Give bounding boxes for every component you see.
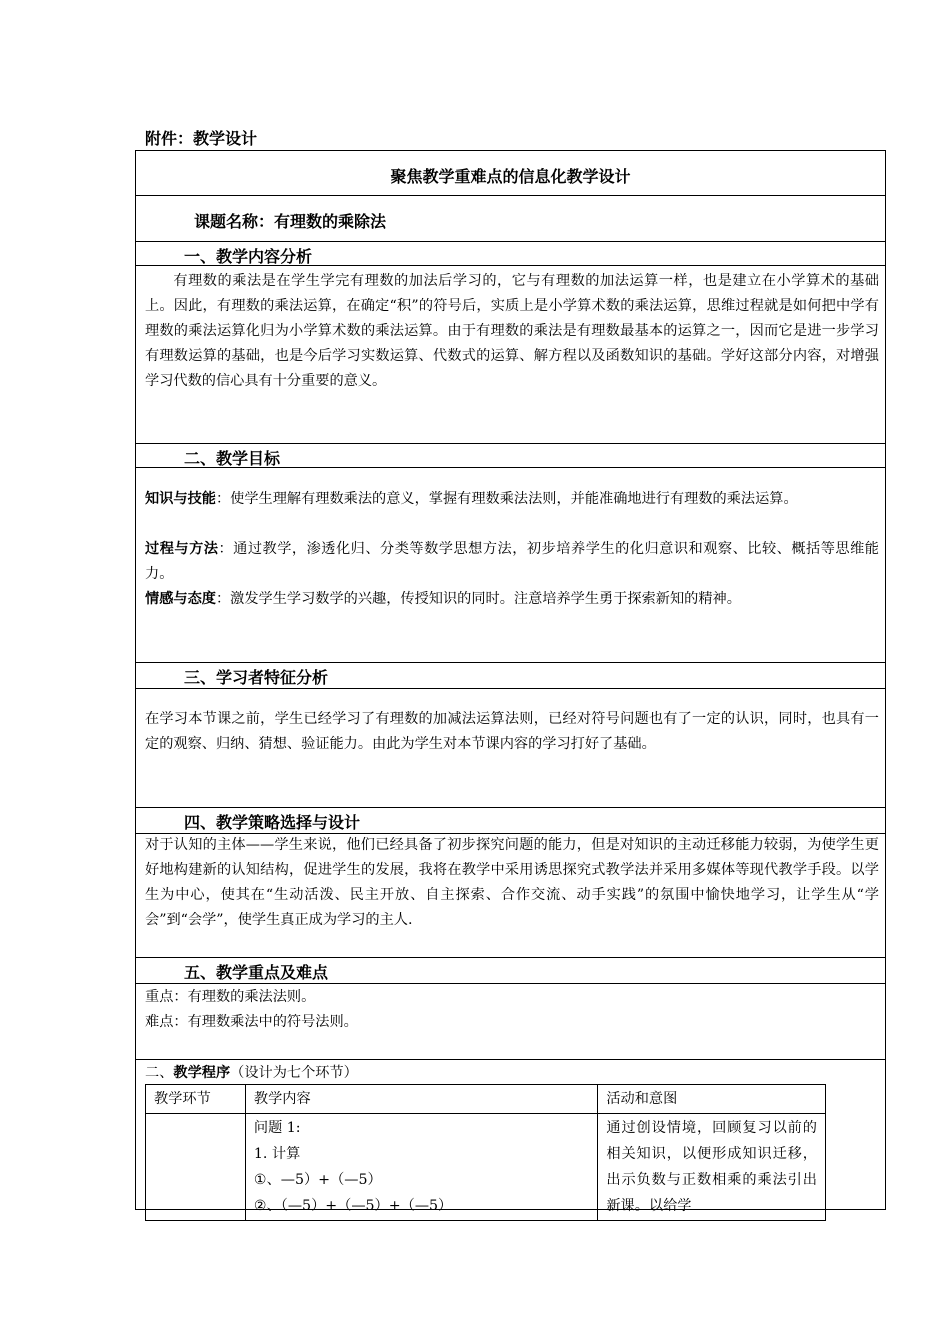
objective-label: 知识与技能 — [145, 491, 216, 507]
section-heading-objectives: 二、教学目标 — [184, 449, 281, 468]
content-analysis-text: 有理数的乘法是在学生学完有理数的加法后学习的，它与有理数的加法运算一样，也是建立在小学算术的基础上。因此，有理数的乘法运算，在确定“积”的符号后，实质上是小学算术数的乘法运算，思维过程就是如何把中学有理数的乘法运算化归为小学算术数的乘法运算。由于有理数的乘法是有理数最基本的运算之一，因而它是进一步学习有理数运算的基础，也是今后学习实数运算、代数式的运算、解方程以及函数知识的基础。学好这部分内容，对增强学习代数的信心具有十分重要的意义。 — [145, 273, 879, 389]
content-line: 问题 1: — [253, 1120, 301, 1136]
column-header: 活动和意图 — [598, 1085, 826, 1114]
difficulty-text: 难点：有理数乘法中的符号法则。 — [145, 1014, 358, 1030]
content-line: ②、（—5）+（—5）+（—5） — [253, 1198, 453, 1214]
column-header: 教学内容 — [245, 1085, 597, 1114]
activity-cell: 通过创设情境，回顾复习以前的相关知识，以便形成知识迁移，出示负数与正数相乘的乘法引出新课。以给学 — [598, 1114, 826, 1221]
row-divider — [136, 688, 885, 689]
section-heading-content-analysis: 一、教学内容分析 — [184, 247, 313, 266]
column-header: 教学环节 — [146, 1085, 246, 1114]
objective-process — [145, 537, 879, 587]
content-line: ①、—5）+（—5） — [253, 1172, 382, 1188]
program-prefix: 二、 — [145, 1065, 174, 1081]
program-note: （设计为七个环节） — [230, 1065, 358, 1081]
content-cell — [245, 1114, 597, 1221]
program-title-text: 教学程序 — [173, 1065, 231, 1081]
objective-text: ：使学生理解有理数乘法的意义，掌握有理数乘法法则，并能准确地进行有理数的乘法运算。 — [215, 491, 798, 507]
row-divider — [136, 662, 885, 663]
section-heading-key-points: 五、教学重点及难点 — [184, 963, 329, 982]
row-divider — [136, 957, 885, 958]
objective-attitude — [145, 587, 879, 612]
stage-cell — [146, 1114, 246, 1221]
strategy-text: 对于认知的主体——学生来说，他们已经具备了初步探究问题的能力，但是对知识的主动迁移能力较弱，为使学生更好地构建新的认知结构，促进学生的发展，我将在教学中采用诱思探究式教学法并采用多媒体等现代教学手段。以学生为中心，使其在“生动活泼、民主开放、自主探索、合作交流、动手实践”的氛围中愉快地学习，让学生从“学会”到“会学”，使学生真正成为学习的主人. — [145, 837, 879, 928]
program-title — [145, 1062, 358, 1082]
objective-label: 情感与态度 — [145, 591, 216, 607]
objective-label: 过程与方法 — [145, 541, 219, 557]
row-divider — [136, 807, 885, 808]
content-line: 1. 计算 — [253, 1146, 301, 1162]
program-table — [145, 1084, 826, 1221]
row-divider — [136, 195, 885, 196]
objective-text: ：激发学生学习数学的兴趣，传授知识的同时。注意培养学生勇于探索新知的精神。 — [215, 591, 741, 607]
doc-title: 聚焦教学重难点的信息化教学设计 — [390, 167, 631, 186]
section-heading-strategy: 四、教学策略选择与设计 — [184, 813, 361, 832]
row-divider — [136, 241, 885, 242]
row-divider — [136, 443, 885, 444]
objective-knowledge — [145, 487, 879, 512]
key-point-text: 重点：有理数的乘法法则。 — [145, 989, 316, 1005]
topic-title: 课题名称：有理数的乘除法 — [194, 212, 387, 231]
table-row — [146, 1114, 826, 1221]
section-heading-learner-analysis: 三、学习者特征分析 — [184, 668, 329, 687]
objective-text: ：通过教学，渗透化归、分类等数学思想方法，初步培养学生的化归意识和观察、比较、概括等思维能力。 — [145, 541, 879, 582]
attachment-label: 附件：教学设计 — [145, 129, 258, 148]
learner-analysis-text: 在学习本节课之前，学生已经学习了有理数的加减法运算法则，已经对符号问题也有了一定的认识，同时，也具有一定的观察、归纳、猜想、验证能力。由此为学生对本节课内容的学习打好了基础。 — [145, 711, 879, 752]
row-divider — [136, 983, 885, 984]
row-divider — [136, 1059, 885, 1060]
design-table — [135, 150, 886, 1214]
table-header-row — [146, 1085, 826, 1114]
